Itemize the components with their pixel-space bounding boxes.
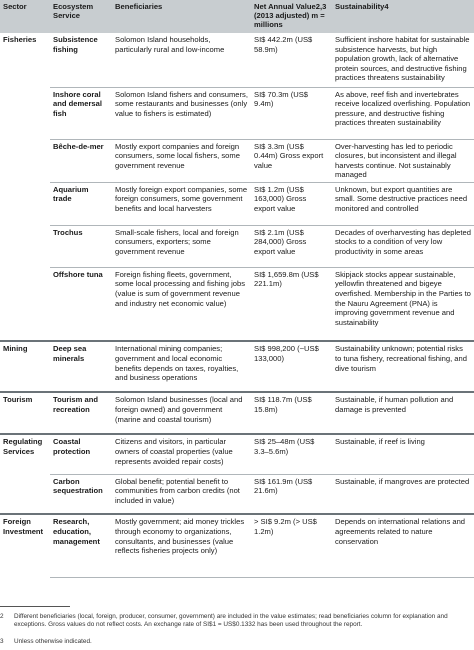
cell-sector: Foreign Investment	[3, 517, 44, 536]
cell-sector: Regulating Services	[3, 437, 43, 456]
cell-beneficiaries: International mining companies; government and local economic benefits depends on taxes, royalties, and business operations	[112, 341, 251, 392]
table-row	[0, 139, 474, 182]
cell-sustainability: Over-harvesting has led to periodic closures, but inconsistent and illegal harvests continue. Not sustainably managed	[332, 139, 474, 182]
cell-sector: Tourism	[0, 392, 50, 434]
cell-value: SI$ 998,200 (~US$ 133,000)	[251, 341, 332, 392]
table-row	[0, 392, 474, 434]
table-row	[0, 267, 474, 341]
table-row	[0, 225, 474, 267]
cell-value: SI$ 1.2m (US$ 163,000) Gross export value	[251, 182, 332, 225]
cell-service: Inshore coral and demersal fish	[50, 87, 112, 139]
cell-value: SI$ 3.3m (US$ 0.44m) Gross export value	[251, 139, 332, 182]
cell-value: SI$ 442.2m (US$ 58.9m)	[251, 33, 332, 87]
cell-sustainability: Sustainability unknown; potential risks to tuna fishery, recreational fishing, and dive tourism	[332, 341, 474, 392]
table-row	[0, 182, 474, 225]
cell-service: Tourism and recreation	[50, 392, 112, 434]
cell-sustainability: Unknown, but export quantities are small. Some destructive practices need monitored and controlled	[332, 182, 474, 225]
footnote-divider	[0, 606, 70, 607]
cell-sustainability: Sufficient inshore habitat for sustainable subsistence harvests, but high population growth, lack of alternative protein sources, and destructive fishing practices threatens sustainability	[332, 33, 474, 87]
header-sustainability: Sustainability4	[332, 0, 474, 33]
cell-service: Research, education, management	[50, 514, 112, 577]
cell-sector	[0, 139, 50, 182]
cell-service: Offshore tuna	[50, 267, 112, 341]
cell-sector: Mining	[0, 341, 50, 392]
cell-value: SI$ 70.3m (US$ 9.4m)	[251, 87, 332, 139]
cell-service: Deep sea minerals	[50, 341, 112, 392]
cell-sector	[0, 474, 50, 514]
table-row	[0, 87, 474, 139]
footnote-number: 3	[0, 638, 4, 645]
cell-sustainability: Sustainable, if mangroves are protected	[332, 474, 474, 514]
cell-value: > SI$ 9.2m (> US$ 1.2m)	[251, 514, 332, 577]
cell-beneficiaries: Citizens and visitors, in particular owners of coastal properties (value represents avoided repair costs)	[112, 434, 251, 474]
cell-sustainability: Depends on international relations and agreements related to nature conservation	[332, 514, 474, 577]
cell-value: SI$ 25–48m (US$ 3.3–5.6m)	[251, 434, 332, 474]
table-header-row	[0, 0, 474, 33]
header-service: Ecosystem Service	[50, 0, 112, 33]
cell-sustainability: Sustainable, if human pollution and damage is prevented	[332, 392, 474, 434]
cell-beneficiaries: Solomon Island businesses (local and foreign owned) and government (marine and coastal tourism)	[112, 392, 251, 434]
cell-beneficiaries: Small-scale fishers, local and foreign consumers, exporters; some government revenue	[112, 225, 251, 267]
header-sector: Sector	[0, 0, 50, 33]
cell-sustainability: Decades of overharvesting has depleted stocks to a condition of very low productivity in some areas	[332, 225, 474, 267]
cell-value: SI$ 1,659.8m (US$ 221.1m)	[251, 267, 332, 341]
cell-beneficiaries: Foreign fishing fleets, government, some local processing and fishing jobs (value is sum of government revenue and industry net economic value)	[112, 267, 251, 341]
cell-value: SI$ 2.1m (US$ 284,000) Gross export value	[251, 225, 332, 267]
footnote-text: Different beneficiaries (local, foreign, producer, consumer, government) are included in the value estimates; read beneficiaries column for explanation and exceptions. Gross values do not reflect costs. An exchange rate of SI$1 = US$0.1332 has been used throughout the report.	[14, 613, 448, 628]
cell-beneficiaries: Mostly foreign export companies, some foreign consumers, some government benefits and local harvesters	[112, 182, 251, 225]
cell-sector	[0, 225, 50, 267]
cell-beneficiaries: Global benefit; potential benefit to communities from carbon credits (not included in value)	[112, 474, 251, 514]
cell-sector: Fisheries	[3, 35, 37, 44]
cell-service: Carbon sequestration	[50, 474, 112, 514]
footnote-text: Unless otherwise indicated.	[14, 638, 92, 645]
cell-sustainability: Skipjack stocks appear sustainable, yellowfin threatened and bigeye overfished. Membership in the Parties to the Nauru Agreement (PNA) is improving government revenue and sustainability	[332, 267, 474, 341]
cell-service: Trochus	[50, 225, 112, 267]
table-row	[0, 33, 474, 87]
header-value: Net Annual Value2,3 (2013 adjusted) m = millions	[251, 0, 332, 33]
cell-service: Coastal protection	[50, 434, 112, 474]
cell-sustainability: Sustainable, if reef is living	[332, 434, 474, 474]
cell-beneficiaries: Mostly export companies and foreign consumers, some local fishers, some government revenue	[112, 139, 251, 182]
cell-sector	[0, 87, 50, 139]
cell-value: SI$ 161.9m (US$ 21.6m)	[251, 474, 332, 514]
table-row	[0, 514, 474, 577]
table-row	[0, 434, 474, 474]
cell-beneficiaries: Solomon Island households, particularly rural and low-income	[112, 33, 251, 87]
cell-sustainability: As above, reef fish and invertebrates receive localized overfishing. Population pressure, and destructive fishing practices threaten sustainability	[332, 87, 474, 139]
cell-value: SI$ 118.7m (US$ 15.8m)	[251, 392, 332, 434]
header-beneficiaries: Beneficiaries	[112, 0, 251, 33]
table-row	[0, 341, 474, 392]
cell-service: Aquarium trade	[50, 182, 112, 225]
cell-sector	[0, 182, 50, 225]
table-row	[0, 474, 474, 514]
cell-beneficiaries: Solomon Island fishers and consumers, some restaurants and businesses (only value to fishers is estimated)	[112, 87, 251, 139]
cell-service: Bêche-de-mer	[50, 139, 112, 182]
cell-beneficiaries: Mostly government; aid money trickles through economy to organizations, consultants, and businesses (value reflects fisheries projects only)	[112, 514, 251, 577]
cell-service: Subsistence fishing	[50, 33, 112, 87]
footnote-number: 2	[0, 613, 4, 620]
cell-sector	[0, 267, 50, 341]
